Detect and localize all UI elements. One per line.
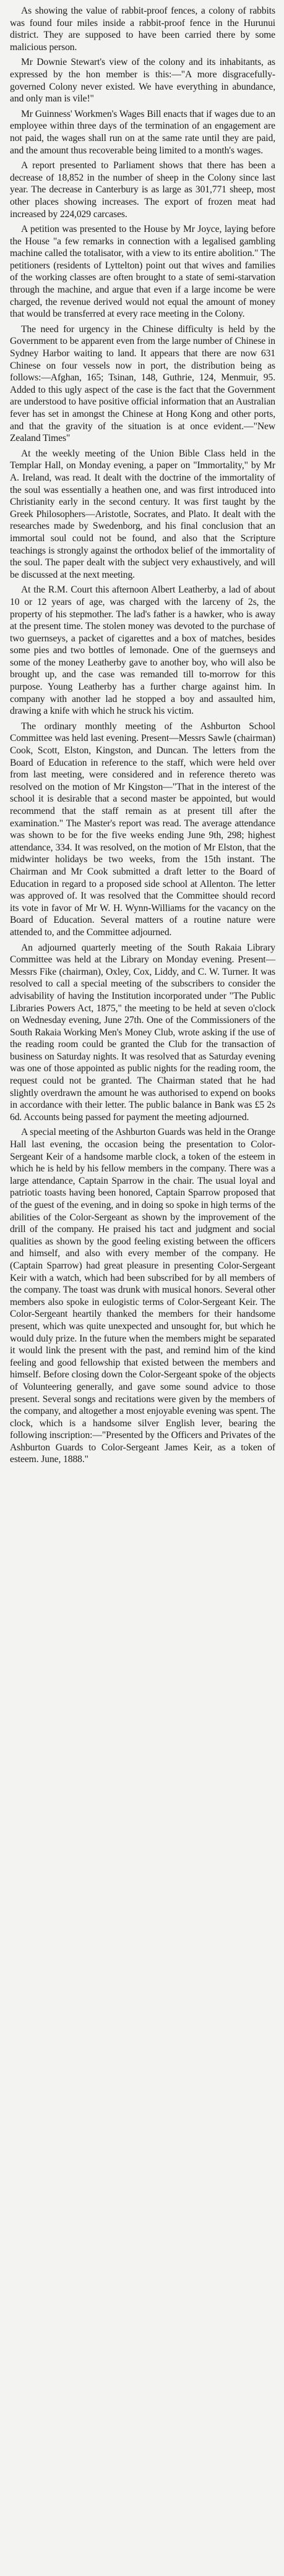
article-paragraph-school-committee: The ordinary monthly meeting of the Ashburton School Committee was held last evening. Present—Messrs Sawle (chairman) Cook, Scott, Elston, Kingston, and Duncan. The letters from the Board of Education in reference to the staff, which were held over from last meeting, were considered and in reference thereto was resolved on the motion of Mr Kingston—"That in the interest of the school it is desirable that a second master be appointed, but would recommend that the staff remain as at present till after the examination." The Master's report was read. The average attendance was shown to be for the five weeks ending June 9th, 298; highest attendance, 334. It was resolved, on the motion of Mr Elston, that the midwinter holidays be two weeks, from the 15th instant. The Chairman and Mr Cook submitted a draft letter to the Board of Education in regard to a proposed side school at Allenton. The letter was approved of. It was resolved that the Committee should record its vote in favor of Mr W. H. Wynn-Williams for the vacancy on the Board of Education. Several matters of a routine nature were attended to, and the Committee adjourned. (10, 721, 275, 938)
article-paragraph-bible-class: At the weekly meeting of the Union Bible Class held in the Templar Hall, on Monday evening, a paper on "Immortality," by Mr A. Ireland, was read. It dealt with the doctrine of the immortality of the soul was essentially a heathen one, and was first introduced into Christianity early in the second century. It was first taught by the Greek Philosophers—Aristotle, Socrates, and Plato. It dealt with the researches made by Swedenborg, and his final conclusion that an immortal soul could not be found, and also that the Scripture teachings is strongly against the orthodox belief of the immortality of the soul. The paper dealt with the subject very exhaustively, and will be discussed at the next meeting. (10, 448, 275, 580)
article-paragraph-library-committee: An adjourned quarterly meeting of the South Rakaia Library Committee was held at the Library on Monday evening. Present—Messrs Fike (chairman), Oxley, Cox, Liddy, and C. W. Turner. It was resolved to call a special meeting of the subscribers to consider the advisability of having the Institution incorporated under "The Public Libraries Powers Act, 1875," the meeting to be held at seven o'clock on Wednesday evening, June 27th. One of the Commissioners of the South Rakaia Working Men's Money Club, wrote asking if the use of the reading room could be granted the Club for the transaction of business on Saturday nights. It was resolved that as Saturday evening was one of those appointed as public nights for the reading room, the request could not be granted. The Chairman stated that he had slightly overdrawn the amount he was authorised to expend on books in accordance with their letter. The public balance in Bank was £5 2s 6d. Accounts being passed for payment the meeting adjourned. (10, 942, 275, 1123)
article-paragraph-ashburton-guards: A special meeting of the Ashburton Guards was held in the Orange Hall last evening, the occasion being the presentation to Color-Sergeant Keir of a handsome marble clock, a token of the esteem in which he is held by his fellow members in the company. There was a large attendance, Captain Sparrow in the chair. The usual loyal and patriotic toasts having been honored, Captain Sparrow proposed that of the guest of the evening, and in doing so spoke in high terms of the abilities of the Color-Sergeant as shown by the improvement of the drill of the company. He praised his tact and judgment and social qualities as shown by the good feeling existing between the officers and himself, and also with every member of the company. He (Captain Sparrow) had great pleasure in presenting Color-Sergeant Keir with a watch, which had been subscribed for by all members of the company. The toast was drunk with musical honors. Several other members also spoke in eulogistic terms of Color-Sergeant Keir. The Color-Sergeant heartily thanked the members for their handsome present, which was quite unexpected and unsought for, but which he would duly prize. In the future when the members might be separated it would link the present with the past, and remind him of the kind feeling and good fellowship that existed between the members and himself. Before closing down the Color-Sergeant spoke of the objects of Volunteering generally, and gave some sound advice to those present. Several songs and recitations were given by the members of the company, and altogether a most enjoyable evening was spent. The clock, which is a handsome silver English lever, bearing the following inscription:—"Presented by the Officers and Privates of the Ashburton Guards to Color-Sergeant James Keir, as a token of esteem. June, 1888." (10, 1127, 275, 1465)
article-paragraph-rabbit-fences: As showing the value of rabbit-proof fences, a colony of rabbits was found four miles inside a rabbit-proof fence in the Hurunui district. They are supposed to have been carried there by some malicious person. (10, 6, 275, 53)
article-paragraph-sheep-report: A report presented to Parliament shows that there has been a decrease of 18,852 in the number of sheep in the Colony since last year. The decrease in Canterbury is as large as 301,771 sheep, most other places showing increases. The export of frozen meat had increased by 224,029 carcases. (10, 160, 275, 220)
article-paragraph-downie-stewart: Mr Downie Stewart's view of the colony and its inhabitants, as expressed by the hon member is this:—"A more disgracefully-governed Colony never existed. We have everything in abundance, and only man is vile!" (10, 57, 275, 105)
article-paragraph-rm-court: At the R.M. Court this afternoon Albert Leatherby, a lad of about 10 or 12 years of age, was charged with the larceny of 2s, the property of his stepmother. The lad's father is a hawker, who is away at the present time. The stolen money was devoted to the purchase of two guernseys, a packet of cigarettes and a box of matches, besides some pies and two bottles of lemonade. One of the guernseys and some of the money Leatherby gave to another boy, who will also be brought up, and the case was remanded till to-morrow for this purpose. Young Leatherby has a further charge against him. In company with another lad he stopped a boy and assaulted him, drawing a knife with which he struck his victim. (10, 584, 275, 717)
article-paragraph-wages-bill: Mr Guinness' Workmen's Wages Bill enacts that if wages due to an employee within three days of the termination of an engagement are not paid, the wages shall run on at the same rate until they are paid, and the amount thus recoverable being limited to a month's wages. (10, 108, 275, 156)
article-paragraph-totalisator-petition: A petition was presented to the House by Mr Joyce, laying before the House "a few remarks in connection with a legalised gambling machine called the totalisator, with a view to its entire abolition." The petitioners (residents of Lyttelton) point out that wives and families of the working classes are often brought to a state of semi-starvation through the machine, and argue that even if a large income be were charged, the revenue derived would not equal the amount of money that would be transferred at every race meeting in the Colony. (10, 224, 275, 320)
article-paragraph-chinese-difficulty: The need for urgency in the Chinese difficulty is held by the Government to be apparent even from the large number of Chinese in Sydney Harbor waiting to land. It appears that there are now 631 Chinese on four vessels now in port, the distribution being as follows:—Afghan, 165; Tsinan, 148, Guthrie, 124, Menmuir, 95. Added to this ugly aspect of the case is the fact that the Government are understood to have positive official information that an Australian fever has set in amongst the Chinese at Hong Kong and other ports, and that the gravity of the situation is at once evident.—"New Zealand Times" (10, 323, 275, 444)
